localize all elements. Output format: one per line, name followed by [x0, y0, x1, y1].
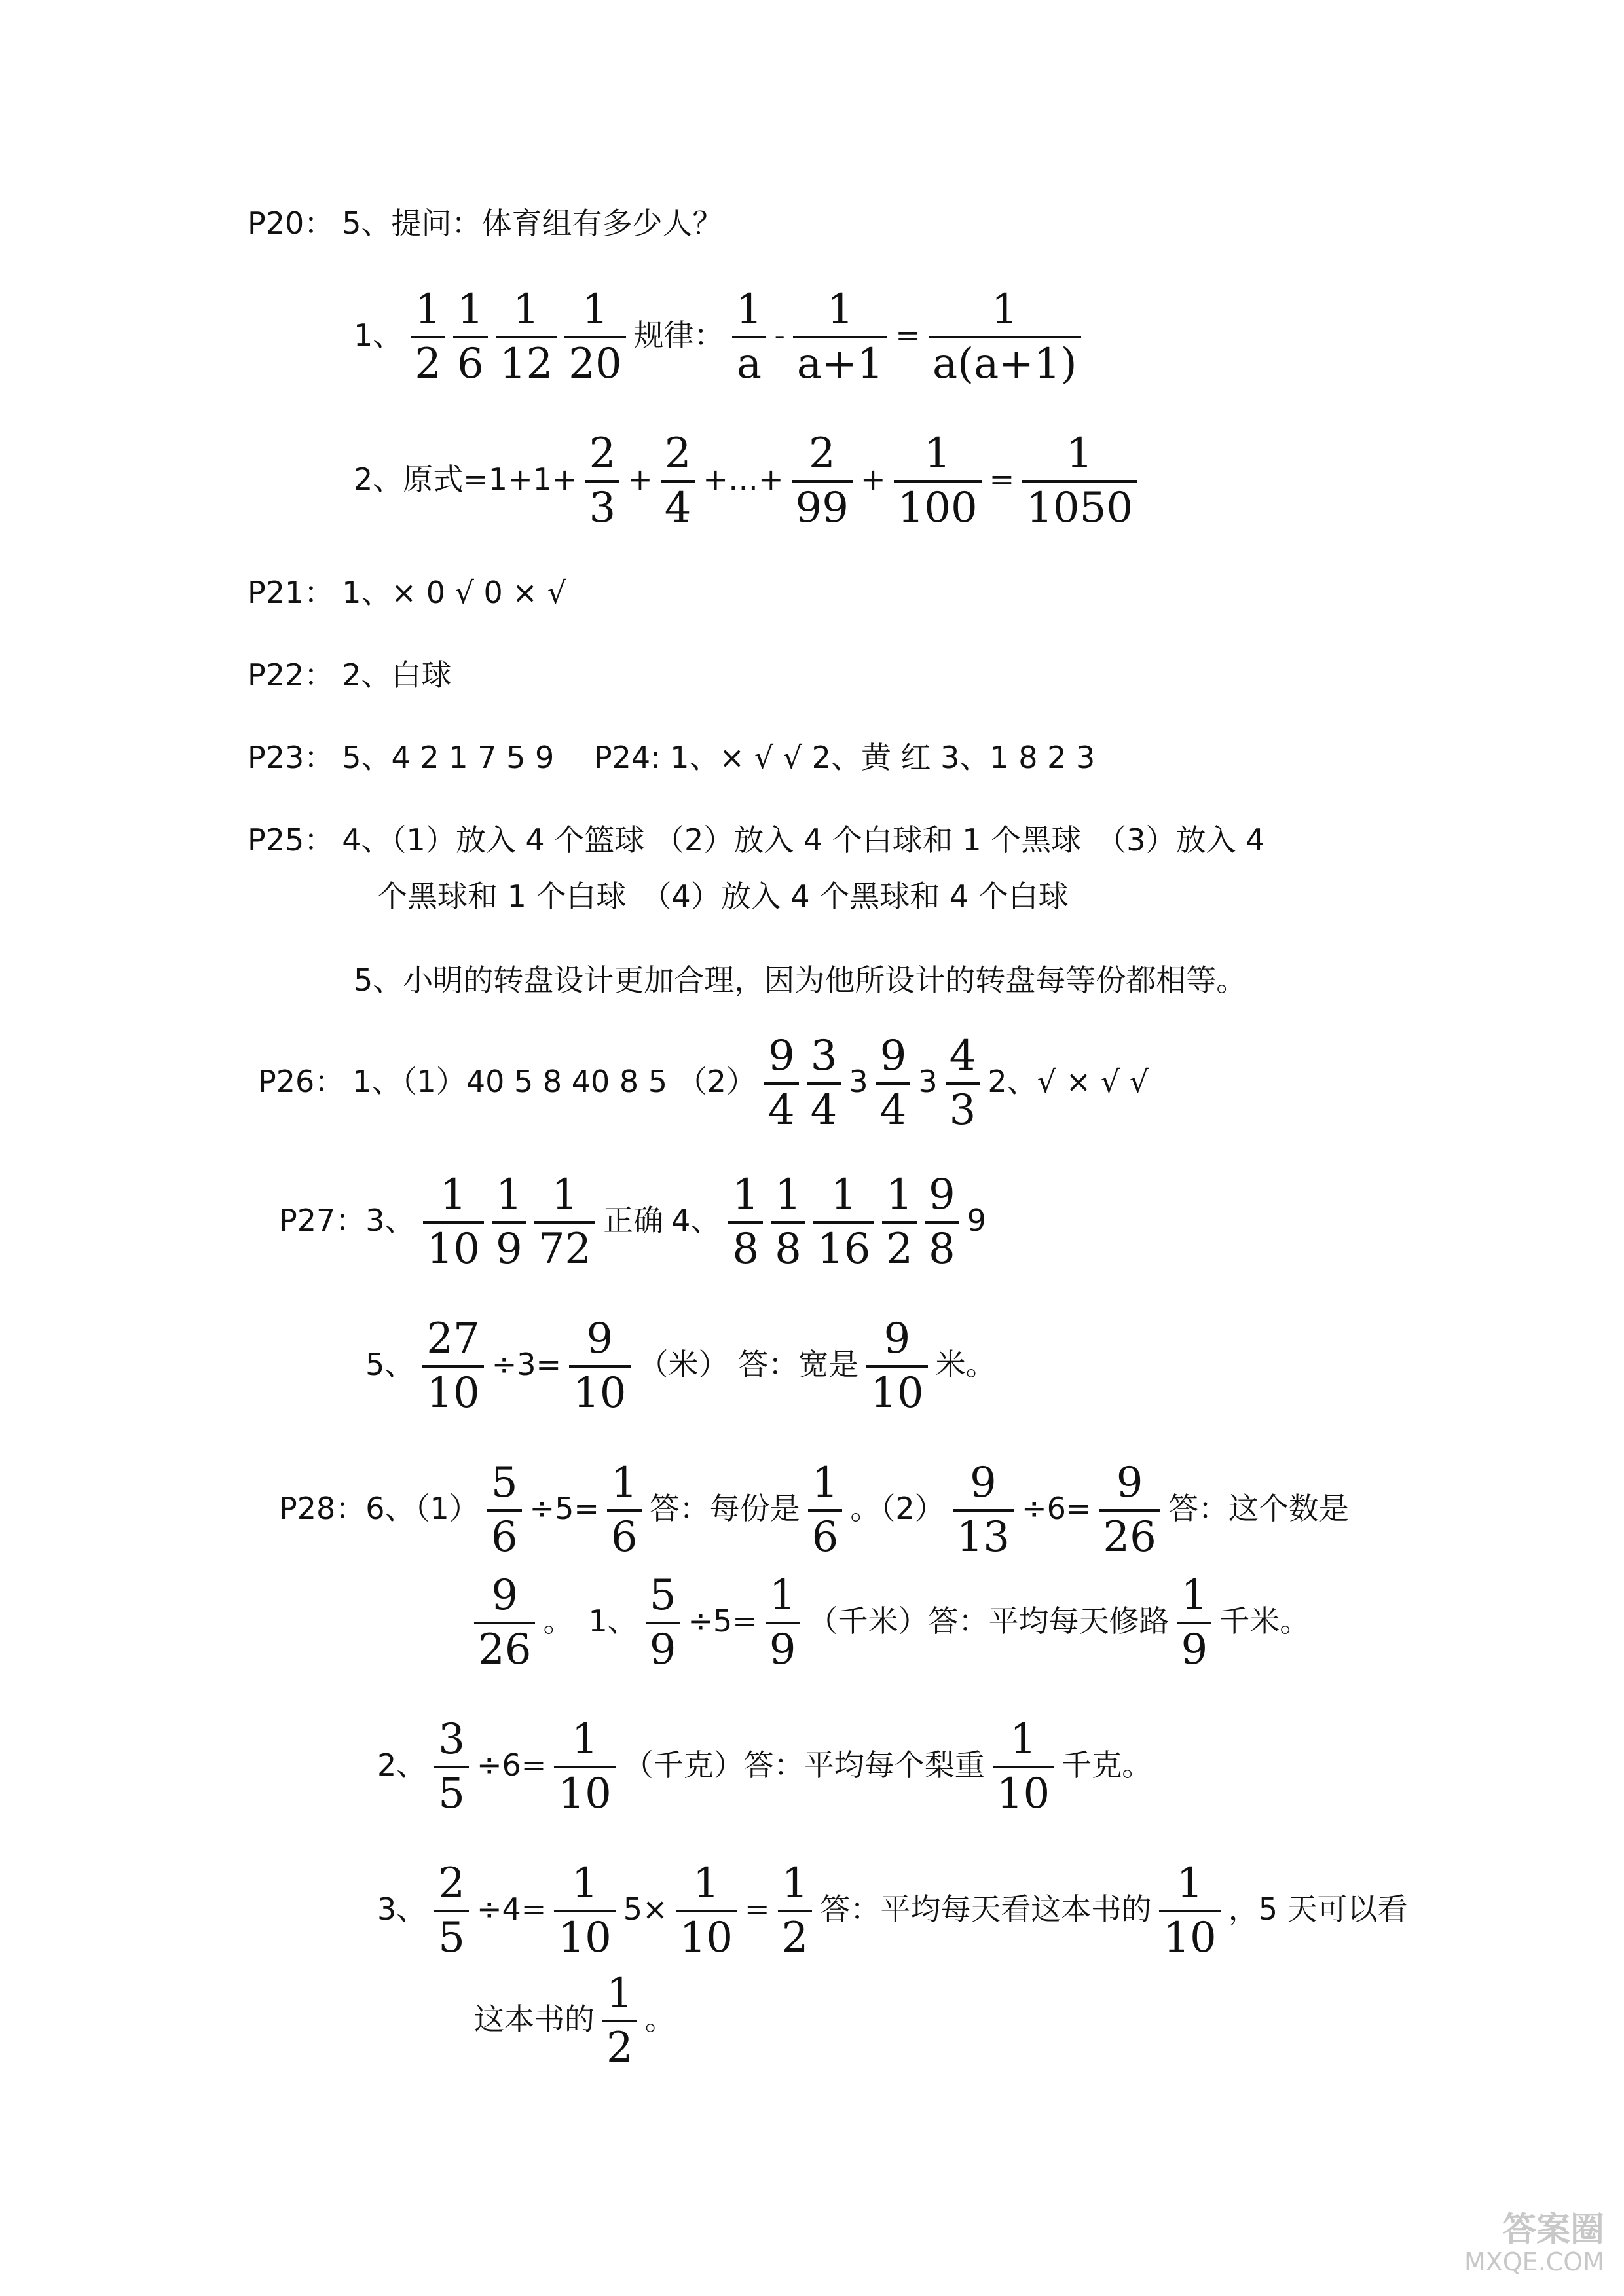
numerator: 1 [551, 1171, 578, 1219]
text: ÷6= [477, 1747, 547, 1783]
denominator: 99 [792, 480, 853, 530]
line-3 [350, 429, 1141, 533]
fraction [474, 1571, 535, 1675]
line-text: 5、小明的转盘设计更加合理，因为他所设计的转盘每等份都相等。 [354, 962, 1247, 998]
numerator: 9 [586, 1315, 614, 1363]
denominator: 10 [866, 1365, 927, 1415]
fraction [411, 285, 445, 389]
line-13 [275, 1459, 1353, 1562]
fraction [866, 1315, 927, 1418]
numerator: 1 [811, 1459, 839, 1507]
text: = [989, 461, 1015, 497]
fraction [434, 1715, 469, 1819]
numerator: 1 [495, 1171, 523, 1219]
numerator: 2 [808, 429, 836, 478]
numerator: 5 [649, 1571, 676, 1620]
fraction [792, 429, 853, 533]
denominator: 16 [813, 1221, 874, 1271]
denominator: 10 [676, 1910, 737, 1960]
page-label: P21： [248, 575, 335, 610]
denominator: 6 [487, 1509, 522, 1559]
numerator: 1 [513, 285, 540, 334]
line-text: 1、× 0 √ 0 × √ [342, 575, 566, 610]
fraction [607, 1459, 642, 1562]
fraction [882, 1171, 917, 1274]
denominator: 4 [807, 1082, 841, 1133]
denominator: 1050 [1022, 480, 1137, 530]
numerator: 1 [581, 285, 609, 334]
line-10 [254, 1034, 1153, 1133]
denominator: 9 [766, 1622, 800, 1672]
numerator: 1 [732, 1171, 760, 1219]
prefix: 4、 [671, 1202, 721, 1238]
numerator: 1 [439, 1171, 467, 1219]
fraction [487, 1459, 522, 1562]
prefix: 2、 [377, 1747, 427, 1783]
prefix: P28：6、（1） [279, 1490, 479, 1526]
numerator: 1 [606, 1969, 633, 2018]
suffix: 正确 [603, 1202, 664, 1238]
line-5 [244, 657, 456, 693]
fraction [676, 1859, 737, 1963]
line-text: 4、（1）放入 4 个篮球 （2）放入 4 个白球和 1 个黑球 （3）放入 4 [342, 822, 1265, 858]
fraction [434, 1859, 469, 1963]
text: 答：平均每天看这本书的 [820, 1891, 1152, 1927]
denominator: 100 [894, 480, 982, 530]
fraction [771, 1171, 805, 1274]
text: 3 [849, 1063, 868, 1099]
text: （千克）答：平均每个梨重 [623, 1747, 985, 1783]
denominator: a+1 [793, 336, 888, 386]
numerator: 1 [924, 429, 951, 478]
prefix: 5、 [365, 1346, 415, 1382]
fraction [778, 1859, 813, 1963]
denominator: 8 [771, 1221, 805, 1271]
numerator: 2 [438, 1859, 465, 1908]
line-9 [350, 962, 1250, 998]
denominator: 2 [602, 2020, 637, 2070]
denominator: 10 [1159, 1910, 1220, 1960]
fraction [646, 1571, 680, 1675]
denominator: 5 [434, 1766, 469, 1816]
text: 千米。 [1219, 1603, 1310, 1639]
text: + [860, 461, 886, 497]
fraction [764, 1034, 799, 1133]
denominator: 10 [993, 1766, 1054, 1816]
denominator: 72 [534, 1221, 595, 1271]
fraction [602, 1969, 637, 2073]
page-label: P22： [248, 657, 335, 693]
denominator: 4 [876, 1082, 911, 1133]
numerator: 3 [810, 1032, 838, 1080]
denominator: 9 [492, 1221, 526, 1271]
text: ÷5= [529, 1490, 599, 1526]
numerator: 1 [610, 1459, 638, 1507]
suffix: 2、√ × √ √ [987, 1063, 1149, 1099]
fraction [766, 1571, 800, 1675]
fraction [925, 1171, 959, 1274]
denominator: 8 [925, 1221, 959, 1271]
fraction [732, 285, 767, 389]
numerator: 1 [830, 1171, 857, 1219]
fraction [564, 285, 625, 389]
line-1 [244, 206, 727, 241]
fraction [569, 1315, 630, 1418]
text: 答：每份是 [649, 1490, 800, 1526]
denominator: 26 [474, 1622, 535, 1672]
fraction [554, 1859, 615, 1963]
watermark-url: MXQE.COM [1464, 2248, 1604, 2277]
denominator: 5 [434, 1910, 469, 1960]
denominator: 2 [778, 1910, 813, 1960]
denominator: a [732, 336, 767, 386]
fraction [876, 1034, 911, 1133]
line-8 [373, 879, 1073, 914]
line-6 [244, 742, 1099, 773]
denominator: 13 [953, 1509, 1014, 1559]
numerator: 1 [735, 285, 763, 334]
page-label: P26： [258, 1063, 345, 1099]
denominator: 9 [1177, 1622, 1212, 1672]
prefix: 2、原式=1+1+ [354, 461, 578, 497]
numerator: 9 [767, 1032, 795, 1080]
numerator: 1 [1066, 429, 1093, 478]
denominator: 6 [808, 1509, 843, 1559]
fraction [993, 1715, 1054, 1819]
numerator: 1 [692, 1859, 720, 1908]
line-text: 2、白球 [342, 657, 452, 693]
denominator: 6 [607, 1509, 642, 1559]
text: （米） 答：宽是 [638, 1346, 859, 1382]
line-text: 5、4 2 1 7 5 9 P24: 1、× √ √ 2、黄 红 3、1 8 2 3 [342, 740, 1096, 775]
text: = [895, 317, 921, 353]
numerator: 1 [886, 1171, 913, 1219]
text: +…+ [703, 461, 784, 497]
denominator: 10 [569, 1365, 630, 1415]
page-label: P25： [248, 822, 335, 858]
numerator: 1 [571, 1859, 599, 1908]
numerator: 9 [969, 1459, 997, 1507]
text: ，5 天可以看 [1228, 1891, 1408, 1927]
numerator: 4 [949, 1032, 976, 1080]
line-4 [244, 577, 570, 608]
numerator: 1 [1181, 1571, 1208, 1620]
fraction [953, 1459, 1014, 1562]
numerator: 1 [457, 285, 484, 334]
rule-label: 规律： [633, 317, 724, 353]
line-text: 个黑球和 1 个白球 （4）放入 4 个黑球和 4 个白球 [377, 879, 1069, 914]
numerator: 5 [490, 1459, 518, 1507]
denominator: 10 [554, 1766, 615, 1816]
fraction [929, 285, 1081, 389]
numerator: 1 [571, 1715, 599, 1764]
line-11 [275, 1171, 990, 1274]
numerator: 3 [438, 1715, 465, 1764]
text: （千米）答：平均每天修路 [807, 1603, 1170, 1639]
fraction [423, 1171, 484, 1274]
numerator: 2 [589, 429, 616, 478]
text: 3 [918, 1063, 938, 1099]
numerator: 1 [781, 1859, 809, 1908]
text: ÷3= [491, 1346, 562, 1382]
text: 。（2） [850, 1490, 945, 1526]
numerator: 1 [415, 285, 441, 334]
fraction [793, 285, 888, 389]
suffix: 9 [967, 1202, 987, 1238]
fraction [554, 1715, 615, 1819]
text: ÷4= [477, 1891, 547, 1927]
fraction [1022, 429, 1137, 533]
denominator: 2 [882, 1221, 917, 1271]
fraction [453, 285, 488, 389]
numerator: 1 [991, 285, 1018, 334]
fraction [946, 1034, 980, 1133]
denominator: 20 [564, 336, 625, 386]
text: 。 1、 [543, 1603, 638, 1639]
denominator: 4 [661, 480, 695, 530]
text: 答：这个数是 [1168, 1490, 1349, 1526]
line-15 [373, 1715, 1156, 1819]
denominator: 3 [585, 480, 619, 530]
text: 。 [644, 2001, 675, 2037]
fraction [422, 1315, 483, 1418]
numerator: 9 [491, 1571, 519, 1620]
text: 米。 [935, 1346, 996, 1382]
fraction [728, 1171, 763, 1274]
denominator: 10 [423, 1221, 484, 1271]
numerator: 1 [775, 1171, 802, 1219]
denominator: a(a+1) [929, 336, 1081, 386]
text: 千克。 [1061, 1747, 1153, 1783]
denominator: 10 [422, 1365, 483, 1415]
numerator: 9 [883, 1315, 911, 1363]
prefix: 3、 [377, 1891, 427, 1927]
page-label: P23： [248, 740, 335, 775]
text: ÷6= [1022, 1490, 1092, 1526]
denominator: 9 [646, 1622, 680, 1672]
numerator: 1 [826, 285, 854, 334]
text: ÷5= [688, 1603, 758, 1639]
line-17 [470, 1969, 679, 2073]
fraction [1099, 1459, 1160, 1562]
denominator: 4 [764, 1082, 799, 1133]
numerator: 27 [426, 1315, 480, 1363]
numerator: 1 [1176, 1859, 1204, 1908]
numerator: 1 [769, 1571, 796, 1620]
denominator: 6 [453, 336, 488, 386]
text: - [774, 317, 785, 353]
fraction [894, 429, 982, 533]
fraction [1177, 1571, 1212, 1675]
fraction [492, 1171, 526, 1274]
prefix: 1、 [354, 317, 403, 353]
line-2 [350, 285, 1085, 389]
numerator: 9 [1116, 1459, 1143, 1507]
fraction [661, 429, 695, 533]
line-text: 5、提问：体育组有多少人？ [342, 206, 723, 241]
page-label: P20： [248, 206, 335, 241]
denominator: 12 [496, 336, 557, 386]
fraction [807, 1034, 841, 1133]
fraction [1159, 1859, 1220, 1963]
watermark [1464, 2212, 1604, 2276]
numerator: 1 [1010, 1715, 1037, 1764]
line-12 [361, 1315, 1000, 1418]
line-7 [244, 822, 1268, 858]
numerator: 9 [929, 1171, 955, 1219]
text: 这本书的 [474, 2001, 595, 2037]
prefix: 1、（1）40 5 8 40 8 5 （2） [352, 1063, 756, 1099]
denominator: 8 [728, 1221, 763, 1271]
numerator: 9 [879, 1032, 907, 1080]
line-16 [373, 1859, 1412, 1963]
denominator: 3 [946, 1082, 980, 1133]
watermark-logo: 答案圈 [1502, 2210, 1604, 2250]
denominator: 10 [554, 1910, 615, 1960]
line-14 [470, 1571, 1314, 1675]
fraction [534, 1171, 595, 1274]
denominator: 2 [411, 336, 445, 386]
text: + [627, 461, 653, 497]
fraction [808, 1459, 843, 1562]
fraction [585, 429, 619, 533]
text: 5× [623, 1891, 668, 1927]
numerator: 2 [664, 429, 692, 478]
fraction [496, 285, 557, 389]
fraction [813, 1171, 874, 1274]
text: = [745, 1891, 770, 1927]
prefix: P27：3、 [279, 1202, 415, 1238]
denominator: 26 [1099, 1509, 1160, 1559]
